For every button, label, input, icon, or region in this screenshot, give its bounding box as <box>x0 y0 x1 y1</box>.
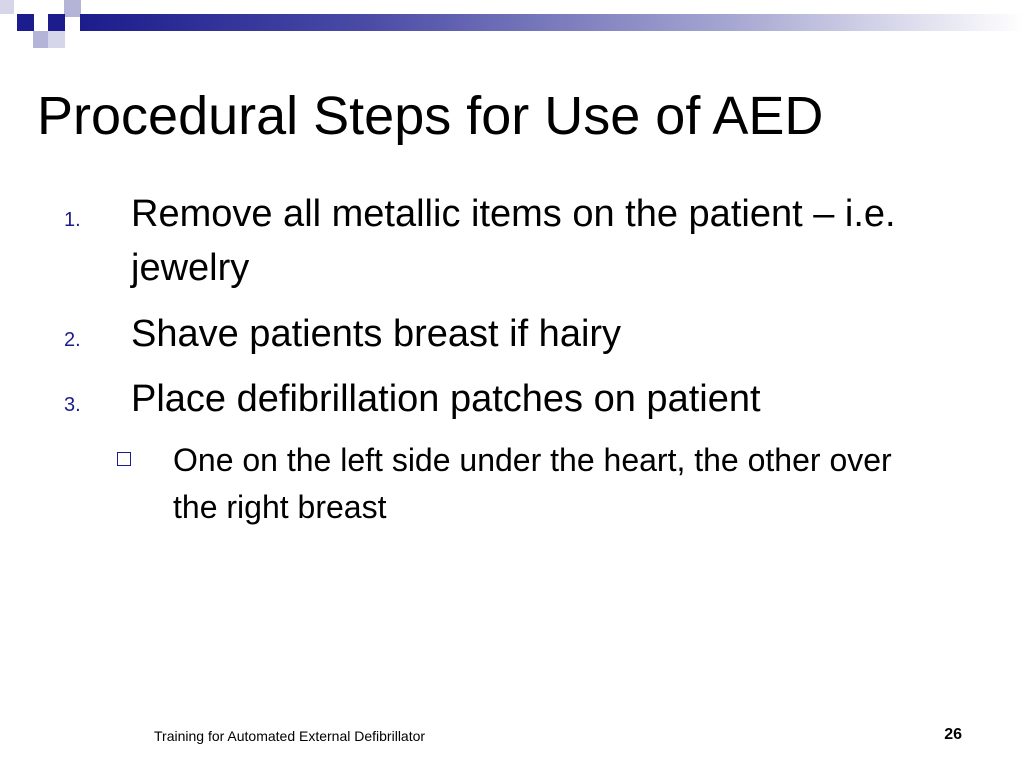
decorative-square <box>48 31 65 48</box>
list-item-text: Shave patients breast if hairy <box>131 313 622 355</box>
hollow-square-bullet-icon <box>117 452 131 466</box>
list-item-text: Place defibrillation patches on patient <box>131 378 761 420</box>
list-item-number: 2. <box>64 329 81 351</box>
list-item-number: 1. <box>64 209 81 231</box>
decorative-square <box>17 14 34 31</box>
slide-title: Procedural Steps for Use of AED <box>37 86 824 146</box>
list-item-text: Remove all metallic items on the patient – i.e. jewelry <box>131 193 896 289</box>
page-number: 26 <box>944 726 962 743</box>
decorative-square <box>64 0 81 17</box>
footer-text: Training for Automated External Defibrillator <box>154 728 426 744</box>
decorative-square <box>0 0 14 14</box>
decorative-square <box>48 14 65 31</box>
list-item-number: 3. <box>64 394 81 416</box>
header-gradient-bar <box>80 14 1024 31</box>
sub-list-item-text: One on the left side under the heart, the other over the right breast <box>173 442 892 525</box>
